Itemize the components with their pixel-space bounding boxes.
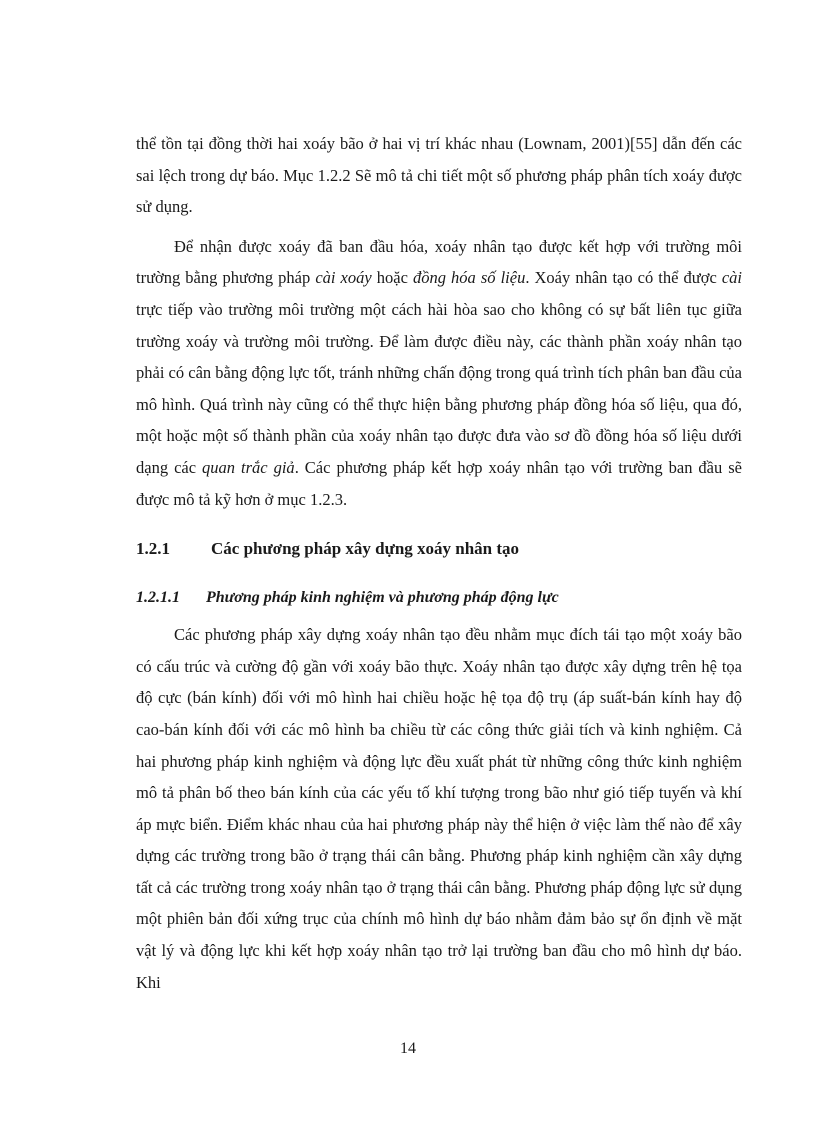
subsection-heading [136, 586, 742, 610]
paragraph-continuation: thể tồn tại đồng thời hai xoáy bão ở hai vị trí khác nhau (Lownam, 2001)[55] dẫn đến các sai lệch trong dự báo. Mục 1.2.2 Sẽ mô tả chi tiết một số phương pháp phân tích xoáy được sử dụng. [136, 134, 742, 217]
paragraph-vortex-insertion [136, 231, 742, 515]
paragraph-text: Để nhận được xoáy đã ban đầu hóa, xoáy nhân tạo được kết hợp với trường môi trường bằng phương pháp [136, 236, 742, 288]
italic-term: đồng hóa số liệu [412, 268, 526, 288]
paragraph-text: hoặc [371, 268, 413, 288]
section-heading [136, 537, 742, 561]
paragraph-text: . Các phương pháp kết hợp xoáy nhân tạo với trường ban đầu sẽ được mô tả kỹ hơn ở mục 1.2.3. [136, 457, 742, 509]
italic-term: quan trắc giả [202, 457, 295, 477]
page-number: 14 [400, 1040, 416, 1057]
italic-term: cài xoáy [315, 268, 372, 288]
italic-term: cài [721, 268, 742, 288]
paragraph-text: trực tiếp vào trường môi trường một cách hài hòa sao cho không có sự bất liên tục giữa trường xoáy và trường môi trường. Để làm được điều này, các thành phần xoáy nhân tạo phải có cân bằng động lực tốt, tránh những chấn động trong quá trình tích phân ban đầu của mô hình. Quá trình này cũng có thể thực hiện bằng phương pháp đồng hóa số liệu, qua đó, một hoặc một số thành phần của xoáy nhân tạo được đưa vào sơ đồ đồng hóa số liệu dưới dạng các [136, 299, 742, 477]
paragraph-methods: Các phương pháp xây dựng xoáy nhân tạo đều nhằm mục đích tái tạo một xoáy bão có cấu trúc và cường độ gần với xoáy bão thực. Xoáy nhân tạo được xây dựng trên hệ tọa độ cực (bán kính) đối với mô hình hai chiều hoặc hệ tọa độ trụ (áp suất-bán kính hay độ cao-bán kính đối với các mô hình ba chiều từ các công thức giải tích và kinh nghiệm. Cả hai phương pháp kinh nghiệm và động lực đều xuất phát từ những công thức kinh nghiệm mô tả phân bố theo bán kính của các yếu tố khí tượng trong bão như gió tiếp tuyến và khí áp mực biển. Điểm khác nhau của hai phương pháp này thể hiện ở việc làm thế nào để xây dựng các trường trong bão ở trạng thái cân bằng. Phương pháp kinh nghiệm cần xây dựng tất cả các trường trong xoáy nhân tạo ở trạng thái cân bằng. Phương pháp động lực sử dụng một phiên bản đối xứng trục của chính mô hình dự báo nhằm đảm bảo sự ổn định về mặt vật lý và động lực khi kết hợp xoáy nhân tạo trở lại trường ban đầu cho mô hình dự báo. Khi [136, 625, 742, 992]
document-page [136, 128, 742, 998]
subsection-title: Phương pháp kinh nghiệm và phương pháp động lực [206, 589, 559, 607]
section-title: Các phương pháp xây dựng xoáy nhân tạo [211, 539, 520, 559]
section-number: 1.2.1 [136, 539, 170, 559]
paragraph-text: . Xoáy nhân tạo có thể được [525, 268, 722, 288]
subsection-number: 1.2.1.1 [136, 589, 180, 607]
